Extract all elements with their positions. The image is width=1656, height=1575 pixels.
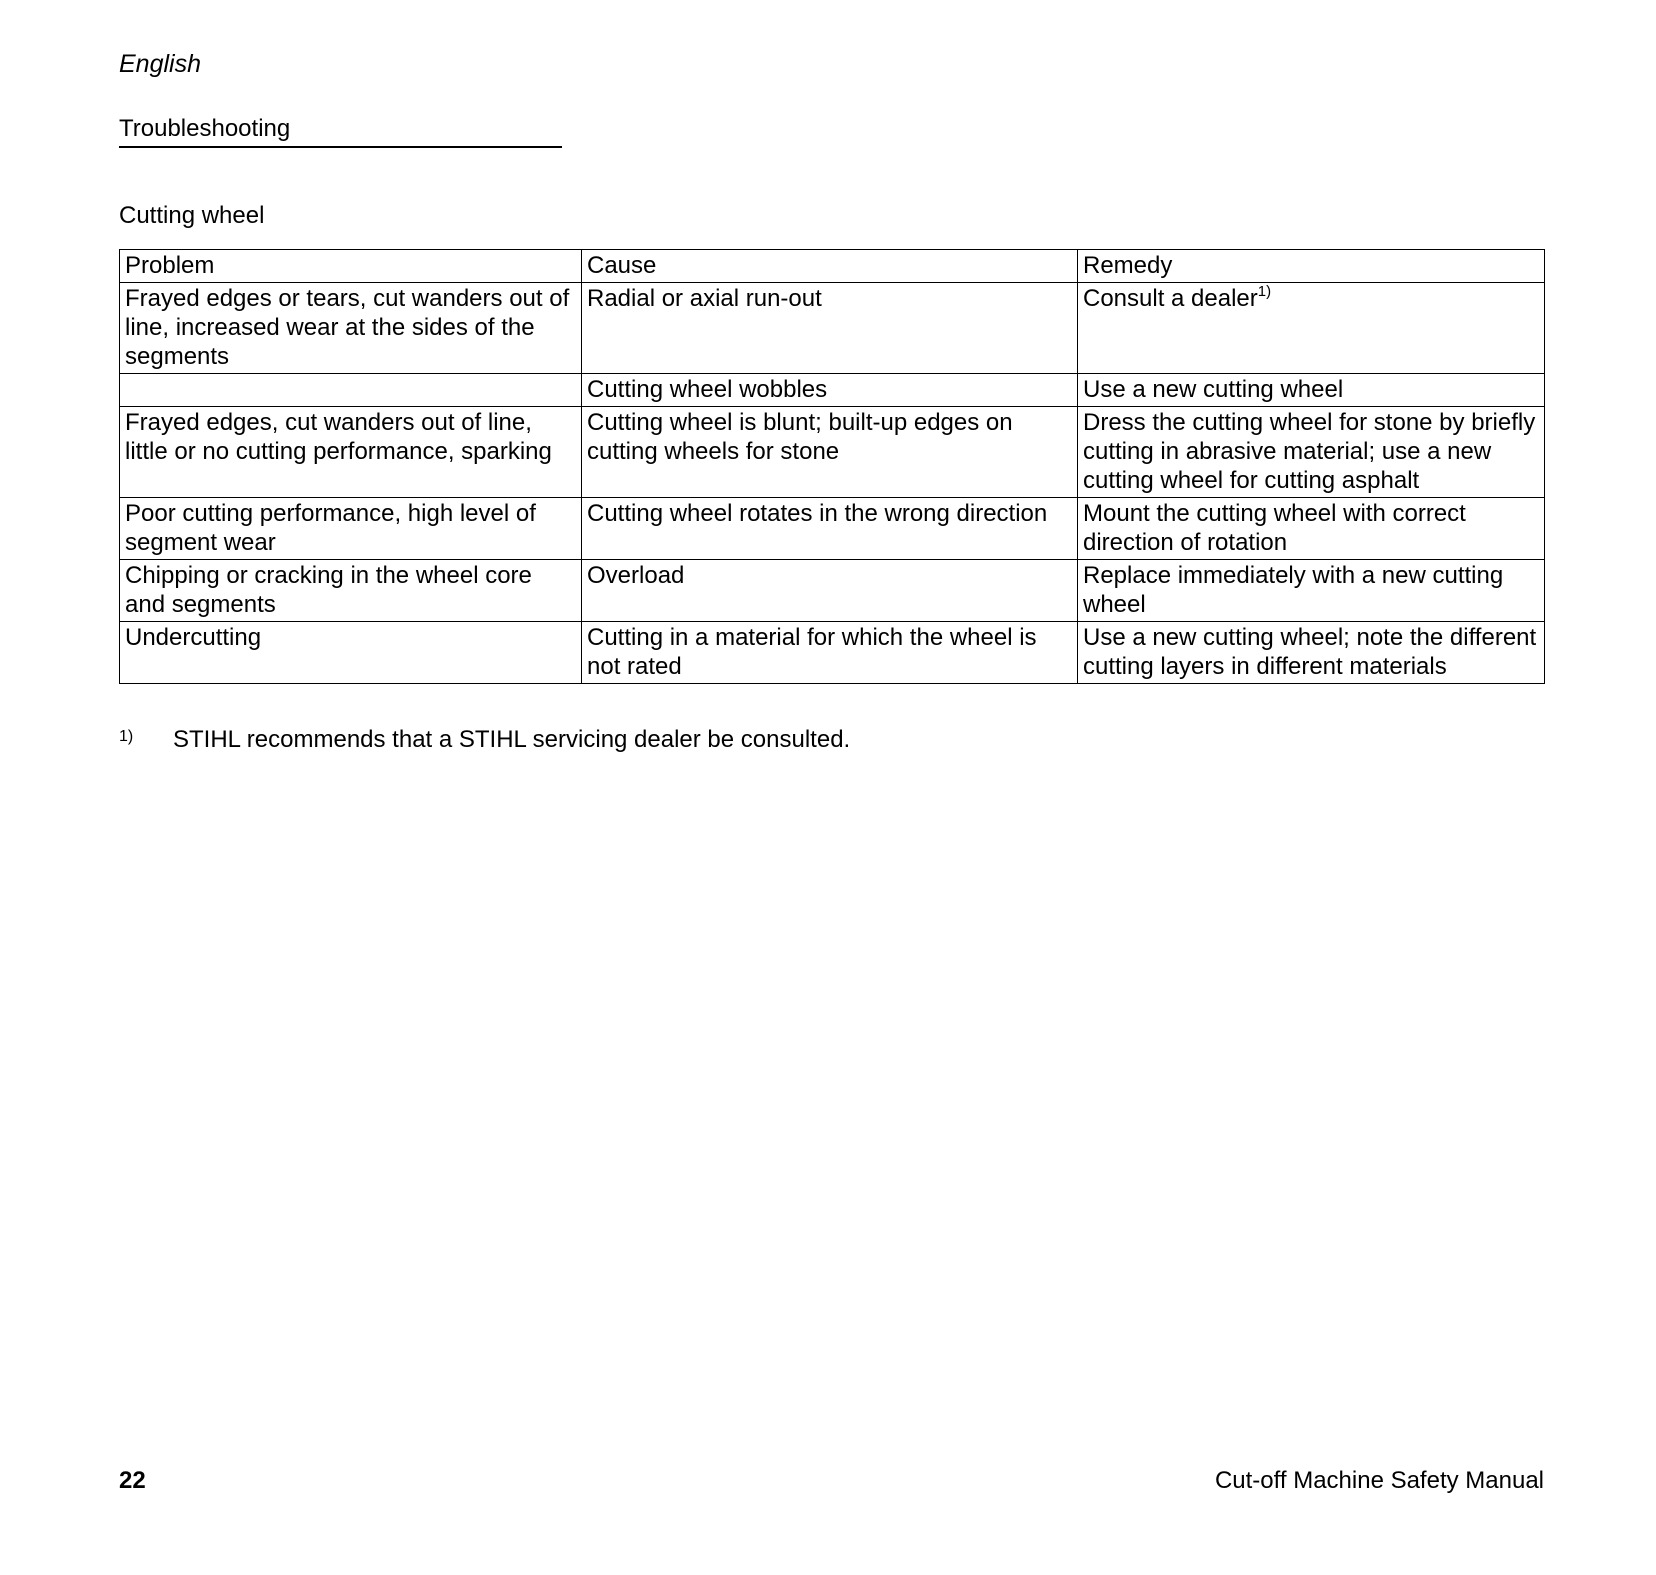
remedy-cell: Mount the cutting wheel with correct direction of rotation [1078,498,1545,560]
table-row [120,407,1545,498]
problem-cell: Chipping or cracking in the wheel core and segments [120,560,582,622]
problem-cell: Poor cutting performance, high level of segment wear [120,498,582,560]
troubleshooting-table [119,249,1545,684]
remedy-cell [1078,283,1545,374]
remedy-text: Consult a dealer [1083,285,1258,312]
problem-cell: Undercutting [120,622,582,684]
manual-title: Cut-off Machine Safety Manual [1214,1467,1544,1494]
remedy-cell: Replace immediately with a new cutting wheel [1078,560,1545,622]
table-row [120,498,1545,560]
table-row [120,560,1545,622]
table-row [120,374,1545,407]
cause-cell: Cutting wheel is blunt; built-up edges on cutting wheels for stone [582,407,1078,498]
cause-cell: Cutting wheel wobbles [582,374,1078,407]
table-row [120,283,1545,374]
column-header-problem: Problem [120,250,582,283]
remedy-cell: Dress the cutting wheel for stone by briefly cutting in abrasive material; use a new cutting wheel for cutting asphalt [1078,407,1545,498]
cause-cell: Overload [582,560,1078,622]
language-label: English [119,50,201,78]
footnote-text: STIHL recommends that a STIHL servicing dealer be consulted. [173,726,851,753]
footnote-reference: 1) [1257,283,1272,300]
cause-cell: Cutting wheel rotates in the wrong direction [582,498,1078,560]
section-title: Troubleshooting [119,115,562,148]
cause-cell: Radial or axial run-out [582,283,1078,374]
page-number: 22 [119,1467,146,1494]
table-row [120,622,1545,684]
remedy-cell: Use a new cutting wheel [1078,374,1545,407]
column-header-cause: Cause [582,250,1078,283]
problem-cell [120,374,582,407]
column-header-remedy: Remedy [1078,250,1545,283]
problem-cell: Frayed edges, cut wanders out of line, little or no cutting performance, sparking [120,407,582,498]
table-header-row [120,250,1545,283]
cause-cell: Cutting in a material for which the wheel is not rated [582,622,1078,684]
subsection-title: Cutting wheel [119,202,265,229]
footnote-marker: 1) [119,728,134,745]
problem-cell: Frayed edges or tears, cut wanders out of line, increased wear at the sides of the segments [120,283,582,374]
remedy-cell: Use a new cutting wheel; note the different cutting layers in different materials [1078,622,1545,684]
